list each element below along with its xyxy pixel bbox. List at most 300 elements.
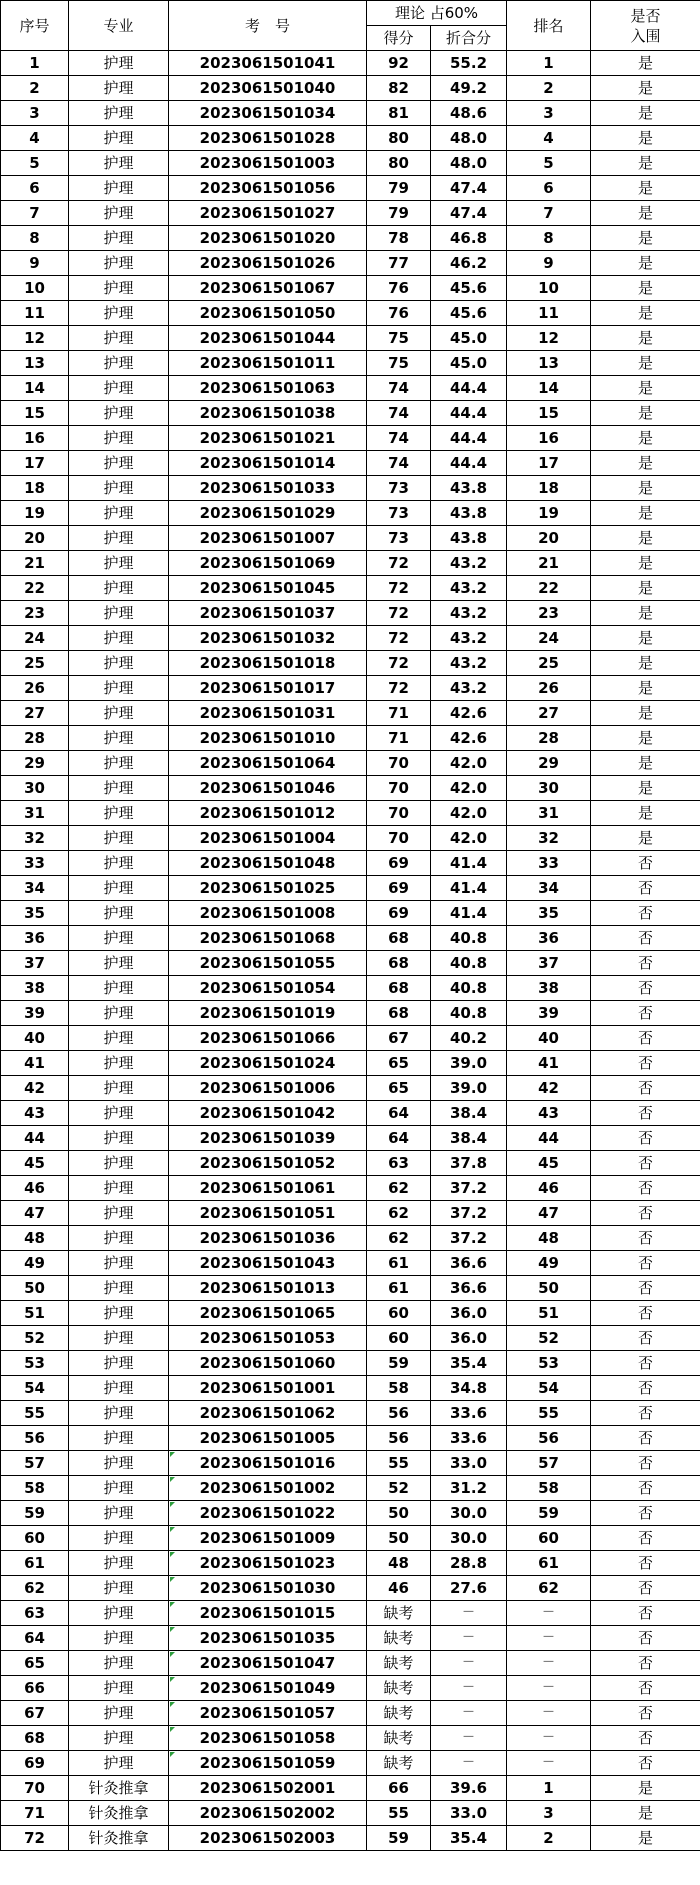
cell-score: 72 bbox=[367, 551, 431, 576]
cell-score: 52 bbox=[367, 1476, 431, 1501]
cell-rank: 56 bbox=[507, 1426, 591, 1451]
cell-exam-id: 2023061501033 bbox=[169, 476, 367, 501]
cell-seq: 22 bbox=[1, 576, 69, 601]
cell-exam-id: 2023061501011 bbox=[169, 351, 367, 376]
cell-seq: 24 bbox=[1, 626, 69, 651]
cell-exam-id: 2023061501061 bbox=[169, 1176, 367, 1201]
cell-qualified: 是 bbox=[591, 251, 700, 276]
table-row bbox=[1, 926, 700, 951]
cell-rank: 31 bbox=[507, 801, 591, 826]
cell-score: 70 bbox=[367, 776, 431, 801]
table-row bbox=[1, 226, 700, 251]
cell-seq: 34 bbox=[1, 876, 69, 901]
cell-weighted: 28.8 bbox=[431, 1551, 507, 1576]
cell-seq: 28 bbox=[1, 726, 69, 751]
cell-seq: 48 bbox=[1, 1226, 69, 1251]
cell-major: 护理 bbox=[69, 1426, 169, 1451]
cell-exam-id: 2023061501005 bbox=[169, 1426, 367, 1451]
table-row bbox=[1, 801, 700, 826]
cell-rank: 51 bbox=[507, 1301, 591, 1326]
cell-seq: 8 bbox=[1, 226, 69, 251]
cell-major: 护理 bbox=[69, 1601, 169, 1626]
cell-exam-id: 2023061501068 bbox=[169, 926, 367, 951]
table-row bbox=[1, 1451, 700, 1476]
cell-weighted: 41.4 bbox=[431, 876, 507, 901]
cell-rank: 17 bbox=[507, 451, 591, 476]
cell-weighted: 37.8 bbox=[431, 1151, 507, 1176]
cell-weighted: 43.2 bbox=[431, 676, 507, 701]
cell-seq: 14 bbox=[1, 376, 69, 401]
cell-seq: 43 bbox=[1, 1101, 69, 1126]
cell-qualified: 否 bbox=[591, 1301, 700, 1326]
cell-seq: 55 bbox=[1, 1401, 69, 1426]
cell-rank: 46 bbox=[507, 1176, 591, 1201]
cell-score: 82 bbox=[367, 76, 431, 101]
cell-weighted: 43.8 bbox=[431, 501, 507, 526]
cell-score: 77 bbox=[367, 251, 431, 276]
cell-seq: 57 bbox=[1, 1451, 69, 1476]
cell-weighted: 44.4 bbox=[431, 426, 507, 451]
cell-qualified: 是 bbox=[591, 176, 700, 201]
cell-exam-id: 2023061501057 bbox=[169, 1701, 367, 1726]
cell-qualified: 是 bbox=[591, 651, 700, 676]
cell-seq: 42 bbox=[1, 1076, 69, 1101]
cell-exam-id: 2023061501038 bbox=[169, 401, 367, 426]
cell-exam-id: 2023061501025 bbox=[169, 876, 367, 901]
cell-qualified: 是 bbox=[591, 301, 700, 326]
cell-seq: 33 bbox=[1, 851, 69, 876]
cell-weighted: 33.0 bbox=[431, 1801, 507, 1826]
cell-qualified: 是 bbox=[591, 351, 700, 376]
table-row bbox=[1, 576, 700, 601]
cell-rank: 61 bbox=[507, 1551, 591, 1576]
cell-qualified: 是 bbox=[591, 676, 700, 701]
cell-rank: 58 bbox=[507, 1476, 591, 1501]
cell-major: 护理 bbox=[69, 1176, 169, 1201]
cell-weighted: 36.6 bbox=[431, 1276, 507, 1301]
cell-qualified: 是 bbox=[591, 76, 700, 101]
cell-score: 71 bbox=[367, 726, 431, 751]
cell-rank: 7 bbox=[507, 201, 591, 226]
cell-qualified: 否 bbox=[591, 1426, 700, 1451]
cell-exam-id: 2023061501030 bbox=[169, 1576, 367, 1601]
cell-seq: 44 bbox=[1, 1126, 69, 1151]
cell-major: 护理 bbox=[69, 376, 169, 401]
cell-rank: － bbox=[507, 1626, 591, 1651]
cell-exam-id: 2023061501060 bbox=[169, 1351, 367, 1376]
cell-seq: 27 bbox=[1, 701, 69, 726]
cell-major: 护理 bbox=[69, 1276, 169, 1301]
cell-seq: 18 bbox=[1, 476, 69, 501]
cell-score: 70 bbox=[367, 801, 431, 826]
cell-major: 护理 bbox=[69, 526, 169, 551]
cell-qualified: 否 bbox=[591, 1526, 700, 1551]
cell-score: 73 bbox=[367, 501, 431, 526]
cell-score: 62 bbox=[367, 1176, 431, 1201]
cell-major: 护理 bbox=[69, 1626, 169, 1651]
cell-exam-id: 2023061501023 bbox=[169, 1551, 367, 1576]
cell-seq: 31 bbox=[1, 801, 69, 826]
cell-major: 护理 bbox=[69, 501, 169, 526]
cell-major: 护理 bbox=[69, 1226, 169, 1251]
cell-weighted: 48.0 bbox=[431, 151, 507, 176]
cell-score: 60 bbox=[367, 1326, 431, 1351]
cell-score: 74 bbox=[367, 426, 431, 451]
cell-seq: 3 bbox=[1, 101, 69, 126]
cell-weighted: 41.4 bbox=[431, 901, 507, 926]
cell-seq: 11 bbox=[1, 301, 69, 326]
cell-rank: 53 bbox=[507, 1351, 591, 1376]
cell-qualified: 是 bbox=[591, 1776, 700, 1801]
cell-exam-id: 2023061501012 bbox=[169, 801, 367, 826]
cell-major: 护理 bbox=[69, 76, 169, 101]
cell-exam-id: 2023061501051 bbox=[169, 1201, 367, 1226]
cell-exam-id: 2023061501015 bbox=[169, 1601, 367, 1626]
cell-qualified: 否 bbox=[591, 1176, 700, 1201]
table-row bbox=[1, 376, 700, 401]
cell-rank: 35 bbox=[507, 901, 591, 926]
cell-score: 56 bbox=[367, 1426, 431, 1451]
cell-exam-id: 2023061501056 bbox=[169, 176, 367, 201]
cell-score: 81 bbox=[367, 101, 431, 126]
cell-qualified: 否 bbox=[591, 1401, 700, 1426]
cell-rank: 40 bbox=[507, 1026, 591, 1051]
cell-exam-id: 2023061501018 bbox=[169, 651, 367, 676]
cell-seq: 25 bbox=[1, 651, 69, 676]
cell-score: 74 bbox=[367, 451, 431, 476]
cell-weighted: 43.8 bbox=[431, 476, 507, 501]
cell-rank: 8 bbox=[507, 226, 591, 251]
table-row bbox=[1, 501, 700, 526]
cell-seq: 17 bbox=[1, 451, 69, 476]
cell-qualified: 是 bbox=[591, 276, 700, 301]
cell-major: 护理 bbox=[69, 826, 169, 851]
cell-qualified: 是 bbox=[591, 426, 700, 451]
cell-rank: 29 bbox=[507, 751, 591, 776]
cell-rank: 47 bbox=[507, 1201, 591, 1226]
header-seq: 序号 bbox=[1, 1, 69, 51]
cell-weighted: 37.2 bbox=[431, 1226, 507, 1251]
cell-weighted: － bbox=[431, 1601, 507, 1626]
cell-rank: 41 bbox=[507, 1051, 591, 1076]
cell-score: 62 bbox=[367, 1201, 431, 1226]
cell-weighted: 47.4 bbox=[431, 201, 507, 226]
cell-qualified: 否 bbox=[591, 951, 700, 976]
cell-seq: 9 bbox=[1, 251, 69, 276]
cell-exam-id: 2023061501049 bbox=[169, 1676, 367, 1701]
cell-qualified: 否 bbox=[591, 1601, 700, 1626]
cell-exam-id: 2023061501009 bbox=[169, 1526, 367, 1551]
table-row bbox=[1, 1701, 700, 1726]
cell-weighted: － bbox=[431, 1751, 507, 1776]
cell-rank: － bbox=[507, 1651, 591, 1676]
cell-qualified: 否 bbox=[591, 1726, 700, 1751]
cell-score: 59 bbox=[367, 1826, 431, 1851]
cell-exam-id: 2023061501019 bbox=[169, 1001, 367, 1026]
table-row bbox=[1, 101, 700, 126]
cell-seq: 61 bbox=[1, 1551, 69, 1576]
cell-weighted: 38.4 bbox=[431, 1101, 507, 1126]
cell-seq: 45 bbox=[1, 1151, 69, 1176]
cell-seq: 15 bbox=[1, 401, 69, 426]
cell-major: 护理 bbox=[69, 401, 169, 426]
cell-score: 69 bbox=[367, 876, 431, 901]
table-body bbox=[1, 51, 700, 1851]
cell-seq: 62 bbox=[1, 1576, 69, 1601]
cell-qualified: 否 bbox=[591, 851, 700, 876]
cell-rank: 43 bbox=[507, 1101, 591, 1126]
cell-rank: 1 bbox=[507, 1776, 591, 1801]
cell-rank: 32 bbox=[507, 826, 591, 851]
cell-rank: － bbox=[507, 1726, 591, 1751]
table-row bbox=[1, 1026, 700, 1051]
cell-weighted: 40.2 bbox=[431, 1026, 507, 1051]
cell-qualified: 否 bbox=[591, 1451, 700, 1476]
cell-seq: 5 bbox=[1, 151, 69, 176]
cell-weighted: － bbox=[431, 1626, 507, 1651]
cell-qualified: 否 bbox=[591, 1051, 700, 1076]
cell-weighted: － bbox=[431, 1651, 507, 1676]
cell-major: 护理 bbox=[69, 776, 169, 801]
cell-weighted: 44.4 bbox=[431, 401, 507, 426]
cell-score: 48 bbox=[367, 1551, 431, 1576]
table-row bbox=[1, 551, 700, 576]
cell-exam-id: 2023061501031 bbox=[169, 701, 367, 726]
cell-seq: 50 bbox=[1, 1276, 69, 1301]
cell-qualified: 是 bbox=[591, 801, 700, 826]
cell-rank: 23 bbox=[507, 601, 591, 626]
cell-exam-id: 2023061501048 bbox=[169, 851, 367, 876]
cell-major: 护理 bbox=[69, 1326, 169, 1351]
cell-major: 护理 bbox=[69, 576, 169, 601]
cell-weighted: 37.2 bbox=[431, 1176, 507, 1201]
cell-qualified: 是 bbox=[591, 551, 700, 576]
cell-seq: 41 bbox=[1, 1051, 69, 1076]
table-row bbox=[1, 201, 700, 226]
cell-exam-id: 2023061501026 bbox=[169, 251, 367, 276]
table-row bbox=[1, 1126, 700, 1151]
cell-qualified: 是 bbox=[591, 726, 700, 751]
table-row bbox=[1, 251, 700, 276]
cell-major: 护理 bbox=[69, 1101, 169, 1126]
cell-weighted: 49.2 bbox=[431, 76, 507, 101]
cell-rank: 21 bbox=[507, 551, 591, 576]
cell-exam-id: 2023061501013 bbox=[169, 1276, 367, 1301]
cell-major: 护理 bbox=[69, 1026, 169, 1051]
table-row bbox=[1, 526, 700, 551]
cell-rank: 34 bbox=[507, 876, 591, 901]
table-row bbox=[1, 1676, 700, 1701]
table-row bbox=[1, 1226, 700, 1251]
header-qualified-line2: 入围 bbox=[630, 26, 661, 45]
cell-qualified: 是 bbox=[591, 226, 700, 251]
cell-rank: 2 bbox=[507, 1826, 591, 1851]
cell-major: 护理 bbox=[69, 1501, 169, 1526]
cell-score: 缺考 bbox=[367, 1626, 431, 1651]
cell-score: 69 bbox=[367, 901, 431, 926]
cell-major: 护理 bbox=[69, 201, 169, 226]
cell-rank: 54 bbox=[507, 1376, 591, 1401]
cell-score: 61 bbox=[367, 1251, 431, 1276]
cell-qualified: 否 bbox=[591, 1501, 700, 1526]
cell-rank: 14 bbox=[507, 376, 591, 401]
cell-score: 76 bbox=[367, 301, 431, 326]
cell-score: 67 bbox=[367, 1026, 431, 1051]
cell-weighted: 46.8 bbox=[431, 226, 507, 251]
cell-rank: － bbox=[507, 1701, 591, 1726]
cell-exam-id: 2023061501055 bbox=[169, 951, 367, 976]
cell-seq: 52 bbox=[1, 1326, 69, 1351]
cell-exam-id: 2023061501039 bbox=[169, 1126, 367, 1151]
cell-exam-id: 2023061501024 bbox=[169, 1051, 367, 1076]
cell-major: 护理 bbox=[69, 726, 169, 751]
cell-weighted: 35.4 bbox=[431, 1351, 507, 1376]
cell-exam-id: 2023061501002 bbox=[169, 1476, 367, 1501]
cell-exam-id: 2023061501014 bbox=[169, 451, 367, 476]
cell-weighted: 41.4 bbox=[431, 851, 507, 876]
cell-rank: 18 bbox=[507, 476, 591, 501]
cell-major: 护理 bbox=[69, 226, 169, 251]
cell-qualified: 否 bbox=[591, 1026, 700, 1051]
cell-exam-id: 2023061501069 bbox=[169, 551, 367, 576]
table-row bbox=[1, 176, 700, 201]
cell-seq: 39 bbox=[1, 1001, 69, 1026]
cell-major: 针灸推拿 bbox=[69, 1801, 169, 1826]
table-row bbox=[1, 1376, 700, 1401]
cell-rank: 3 bbox=[507, 1801, 591, 1826]
cell-rank: 59 bbox=[507, 1501, 591, 1526]
cell-weighted: 37.2 bbox=[431, 1201, 507, 1226]
cell-exam-id: 2023061501047 bbox=[169, 1651, 367, 1676]
table-row bbox=[1, 1501, 700, 1526]
cell-exam-id: 2023061501017 bbox=[169, 676, 367, 701]
cell-exam-id: 2023061501034 bbox=[169, 101, 367, 126]
cell-major: 护理 bbox=[69, 1551, 169, 1576]
cell-score: 72 bbox=[367, 601, 431, 626]
cell-major: 护理 bbox=[69, 451, 169, 476]
cell-major: 护理 bbox=[69, 651, 169, 676]
cell-score: 74 bbox=[367, 376, 431, 401]
header-score: 得分 bbox=[367, 26, 431, 51]
table-row bbox=[1, 1801, 700, 1826]
cell-weighted: － bbox=[431, 1701, 507, 1726]
cell-weighted: 35.4 bbox=[431, 1826, 507, 1851]
cell-qualified: 是 bbox=[591, 501, 700, 526]
cell-seq: 59 bbox=[1, 1501, 69, 1526]
cell-exam-id: 2023061501058 bbox=[169, 1726, 367, 1751]
cell-major: 护理 bbox=[69, 126, 169, 151]
cell-qualified: 否 bbox=[591, 926, 700, 951]
cell-exam-id: 2023061501006 bbox=[169, 1076, 367, 1101]
table-row bbox=[1, 126, 700, 151]
table-row bbox=[1, 401, 700, 426]
cell-exam-id: 2023061502003 bbox=[169, 1826, 367, 1851]
cell-seq: 1 bbox=[1, 51, 69, 76]
cell-score: 72 bbox=[367, 676, 431, 701]
cell-score: 73 bbox=[367, 526, 431, 551]
cell-rank: 13 bbox=[507, 351, 591, 376]
cell-exam-id: 2023061502002 bbox=[169, 1801, 367, 1826]
cell-qualified: 是 bbox=[591, 201, 700, 226]
cell-score: 80 bbox=[367, 126, 431, 151]
cell-weighted: 40.8 bbox=[431, 1001, 507, 1026]
header-qualified-line1: 是否 bbox=[630, 6, 661, 25]
cell-qualified: 否 bbox=[591, 1701, 700, 1726]
table-row bbox=[1, 1401, 700, 1426]
cell-seq: 13 bbox=[1, 351, 69, 376]
table-row bbox=[1, 1601, 700, 1626]
cell-major: 护理 bbox=[69, 301, 169, 326]
table-row bbox=[1, 976, 700, 1001]
table-row bbox=[1, 76, 700, 101]
header-weighted: 折合分 bbox=[431, 26, 507, 51]
cell-seq: 32 bbox=[1, 826, 69, 851]
cell-seq: 64 bbox=[1, 1626, 69, 1651]
table-row bbox=[1, 1301, 700, 1326]
cell-seq: 63 bbox=[1, 1601, 69, 1626]
cell-score: 68 bbox=[367, 926, 431, 951]
cell-seq: 54 bbox=[1, 1376, 69, 1401]
cell-qualified: 否 bbox=[591, 1101, 700, 1126]
cell-major: 护理 bbox=[69, 926, 169, 951]
cell-major: 护理 bbox=[69, 1451, 169, 1476]
cell-weighted: 43.2 bbox=[431, 576, 507, 601]
cell-seq: 71 bbox=[1, 1801, 69, 1826]
cell-rank: 37 bbox=[507, 951, 591, 976]
cell-score: 79 bbox=[367, 201, 431, 226]
cell-qualified: 否 bbox=[591, 1676, 700, 1701]
table-row bbox=[1, 1276, 700, 1301]
cell-score: 59 bbox=[367, 1351, 431, 1376]
table-row bbox=[1, 751, 700, 776]
cell-major: 护理 bbox=[69, 1651, 169, 1676]
cell-rank: 42 bbox=[507, 1076, 591, 1101]
cell-score: 46 bbox=[367, 1576, 431, 1601]
cell-qualified: 否 bbox=[591, 1376, 700, 1401]
cell-major: 护理 bbox=[69, 976, 169, 1001]
cell-exam-id: 2023061501067 bbox=[169, 276, 367, 301]
cell-score: 63 bbox=[367, 1151, 431, 1176]
cell-rank: 60 bbox=[507, 1526, 591, 1551]
table-header bbox=[1, 1, 700, 51]
cell-major: 护理 bbox=[69, 951, 169, 976]
cell-seq: 21 bbox=[1, 551, 69, 576]
cell-major: 护理 bbox=[69, 601, 169, 626]
table-row bbox=[1, 826, 700, 851]
cell-major: 护理 bbox=[69, 701, 169, 726]
cell-score: 61 bbox=[367, 1276, 431, 1301]
cell-qualified: 是 bbox=[591, 826, 700, 851]
cell-score: 50 bbox=[367, 1526, 431, 1551]
cell-qualified: 否 bbox=[591, 1476, 700, 1501]
cell-qualified: 否 bbox=[591, 1076, 700, 1101]
cell-qualified: 是 bbox=[591, 51, 700, 76]
table-row bbox=[1, 951, 700, 976]
table-row bbox=[1, 1726, 700, 1751]
cell-rank: 50 bbox=[507, 1276, 591, 1301]
cell-rank: 15 bbox=[507, 401, 591, 426]
cell-major: 护理 bbox=[69, 51, 169, 76]
cell-major: 护理 bbox=[69, 801, 169, 826]
cell-exam-id: 2023061501043 bbox=[169, 1251, 367, 1276]
cell-major: 护理 bbox=[69, 326, 169, 351]
cell-rank: 62 bbox=[507, 1576, 591, 1601]
cell-major: 护理 bbox=[69, 851, 169, 876]
cell-major: 护理 bbox=[69, 1201, 169, 1226]
cell-weighted: 43.2 bbox=[431, 651, 507, 676]
cell-weighted: 45.6 bbox=[431, 276, 507, 301]
cell-qualified: 否 bbox=[591, 1151, 700, 1176]
